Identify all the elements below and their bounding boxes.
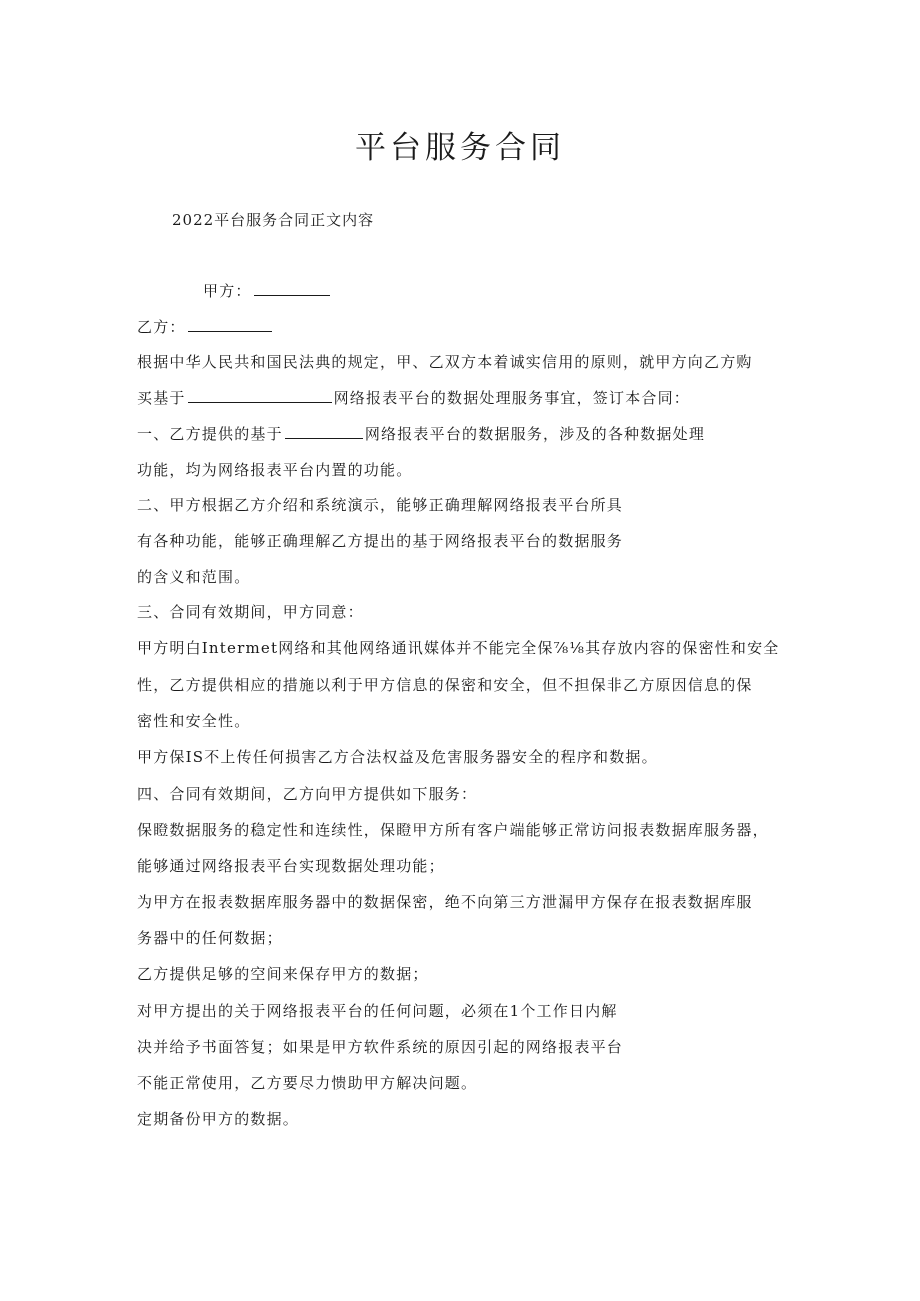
- clause-4-p5: 定期备份甲方的数据。: [137, 1110, 300, 1128]
- document-subtitle: 2022平台服务合同正文内容: [172, 211, 375, 229]
- clause-4-p1-line-1: 保瞪数据服务的稳定性和连续性，保瞪甲方所有客户端能够正常访问报表数据库服务器，: [137, 821, 769, 839]
- clause-1-pre: 一、乙方提供的基于: [137, 425, 283, 443]
- clause-1-line-2: 功能，均为网络报表平台内置的功能。: [137, 461, 413, 479]
- clause-4-p4-line-3: 不能正常使用，乙方要尽力愦助甲方解决问题。: [137, 1074, 478, 1092]
- clause-4-heading: 四、合同有效期间，乙方向甲方提供如下服务：: [137, 785, 478, 803]
- clause-4-p4-line-2: 决并给予书面答复；如果是甲方软件系统的原因引起的网络报表平台: [137, 1038, 624, 1056]
- document-title: 平台服务合同: [355, 130, 565, 166]
- clause-3-p1-line-3: 密性和安全性。: [137, 712, 251, 730]
- clause-1-post: 网络报表平台的数据服务，涉及的各种数据处理: [364, 425, 706, 443]
- platform-name-blank: [188, 387, 332, 403]
- clause-4-p2-line-1: 为甲方在报表数据库服务器中的数据保密，绝不向第三方泄漏甲方保存在报表数据库服: [137, 893, 753, 911]
- clause-1-line-1: [137, 423, 705, 445]
- clause-3-p1-line-2: 性，乙方提供相应的措施以利于甲方信息的保密和安全，但不担保非乙方原因信息的保: [137, 676, 753, 694]
- intro-line-2-pre: 买基于: [137, 389, 186, 407]
- party-a-blank: [254, 280, 330, 296]
- party-a-line: [203, 280, 332, 302]
- clause-4-p1-line-2: 能够通过网络报表平台实现数据处理功能；: [137, 857, 445, 875]
- party-b-line: [137, 316, 274, 338]
- clause-3-heading: 三、合同有效期间，甲方同意：: [137, 603, 364, 621]
- clause-4-p2-line-2: 务器中的任何数据；: [137, 929, 283, 947]
- clause-3-p1-line-1: 甲方明白Intermet网络和其他网络通讯媒体并不能完全保⅞⅛其存放内容的保密性和安全: [137, 639, 780, 657]
- clause-4-p3: 乙方提供足够的空间来保存甲方的数据；: [137, 965, 429, 983]
- clause-2-line-3: 的含义和范围。: [137, 568, 251, 586]
- intro-line-1: 根据中华人民共和国民法典的规定，甲、乙双方本着诚实信用的原则，就甲方向乙方购: [137, 353, 753, 371]
- intro-line-2-post: 网络报表平台的数据处理服务事宜，签订本合同：: [333, 389, 691, 407]
- clause-2-line-1: 二、甲方根据乙方介绍和系统演示，能够正确理解网络报表平台所具: [137, 496, 624, 514]
- clause-2-line-2: 有各种功能，能够正确理解乙方提出的基于网络报表平台的数据服务: [137, 532, 624, 550]
- clause-4-p4-line-1: 对甲方提出的关于网络报表平台的任何问题，必须在1个工作日内解: [137, 1002, 618, 1020]
- clause-3-p2: 甲方保IS不上传任何损害乙方合法权益及危害服务器安全的程序和数据。: [137, 748, 658, 766]
- party-b-label: 乙方：: [137, 318, 186, 336]
- party-b-blank: [188, 316, 272, 332]
- party-a-label: 甲方：: [203, 282, 252, 300]
- clause-1-blank: [285, 423, 363, 439]
- intro-line-2: [137, 387, 690, 409]
